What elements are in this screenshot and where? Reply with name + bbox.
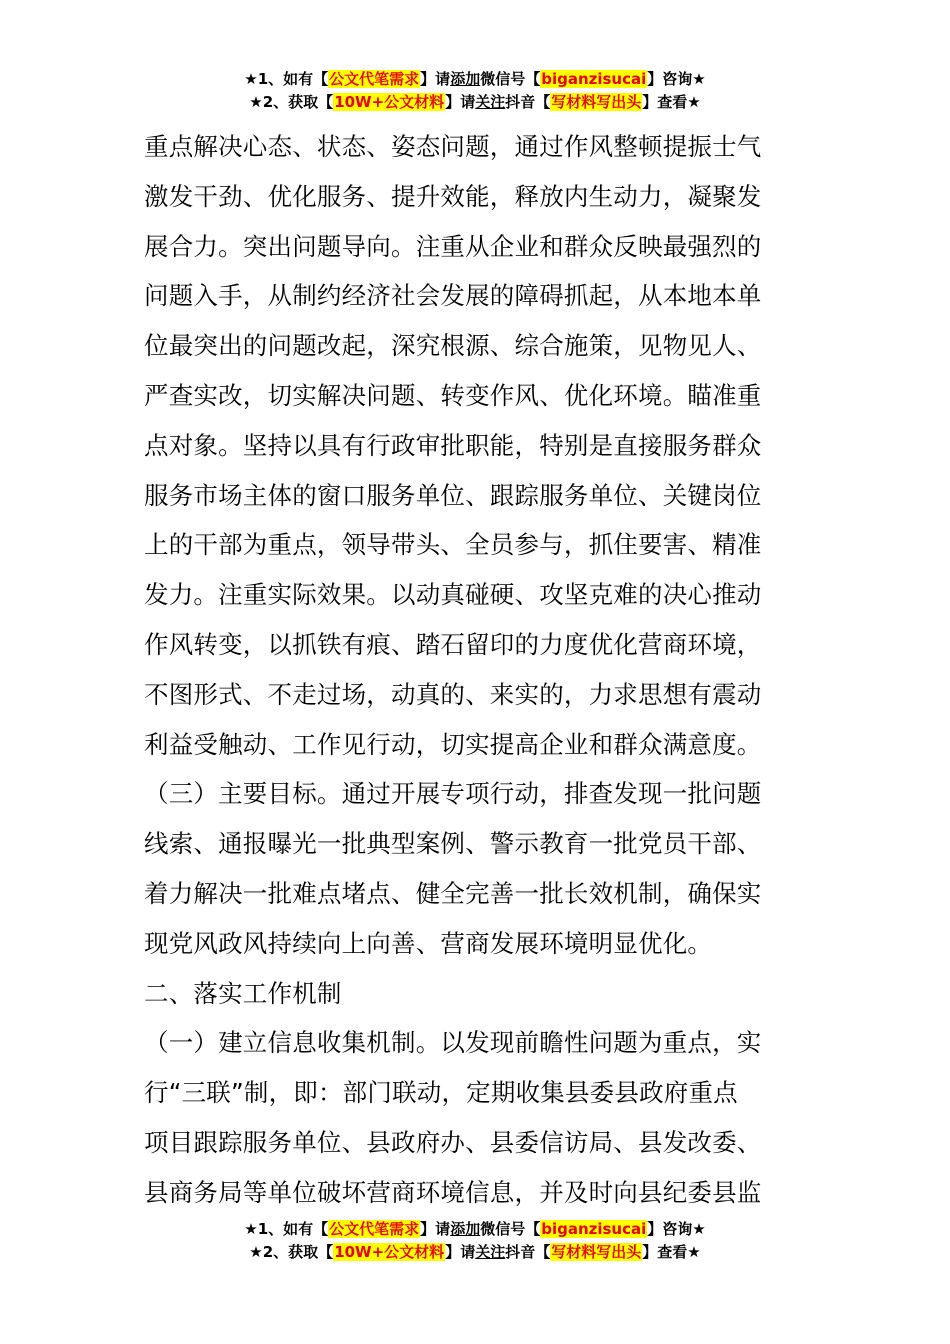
body-line: 现党风政风持续向上向善、营商发展环境明显优化。 [144,928,713,958]
body-line: 点对象。坚持以具有行政审批职能，特别是直接服务群众 [144,430,762,460]
highlight-service: 公文代笔需求 [329,70,420,88]
highlight-douyin: 写材料写出头 [551,93,642,111]
body-line: 服务市场主体的窗口服务单位、跟踪服务单位、关键岗位 [144,480,762,510]
highlight-wechat-id: biganzisucai [541,70,647,88]
body-line: 严查实改，切实解决问题、转变作风、优化环境。瞄准重 [144,380,762,410]
highlight-douyin: 写材料写出头 [551,1243,642,1261]
highlight-wechat-id: biganzisucai [541,1220,647,1238]
banner-line-1: ★1、如有【公文代笔需求】请添加微信号【biganzisucai】咨询★ [244,1220,706,1238]
body-line: 位最突出的问题改起，深究根源、综合施策，见物见人、 [144,331,762,361]
body-line: 重点解决心态、状态、姿态问题，通过作风整顿提振士气 [144,132,762,161]
highlight-materials: 10W+公文材料 [334,1243,445,1261]
header-banner [0,68,950,114]
body-line: 发力。注重实际效果。以动真碰硬、攻坚克难的决心推动 [144,580,762,610]
section-heading: 二、落实工作机制 [144,978,342,1008]
body-line: 线索、通报曝光一批典型案例、警示教育一批党员干部、 [144,829,762,859]
highlight-materials: 10W+公文材料 [334,93,445,111]
body-line: 着力解决一批难点堵点、健全完善一批长效机制，确保实 [144,878,762,908]
banner-line-1: ★1、如有【公文代笔需求】请添加微信号【biganzisucai】咨询★ [244,70,706,88]
body-line: 不图形式、不走过场，动真的、来实的，力求思想有震动 [144,679,762,709]
body-line: 行“三联”制，即：部门联动，定期收集县委县政府重点 [144,1078,738,1108]
body-line: 上的干部为重点，领导带头、全员参与，抓住要害、精准 [144,530,762,560]
document-body [144,122,814,1218]
body-line: 激发干劲、优化服务、提升效能，释放内生动力，凝聚发 [144,181,762,211]
body-line: 县商务局等单位破坏营商环境信息，并及时向县纪委县监 [144,1177,762,1207]
body-line: 作风转变，以抓铁有痕、踏石留印的力度优化营商环境， [144,629,762,659]
footer-banner [0,1218,950,1264]
body-line: （一）建立信息收集机制。以发现前瞻性问题为重点，实 [144,1028,762,1058]
banner-line-2: ★2、获取【10W+公文材料】请关注抖音【写材料写出头】查看★ [249,1243,701,1261]
highlight-service: 公文代笔需求 [329,1220,420,1238]
body-line: 问题入手，从制约经济社会发展的障碍抓起，从本地本单 [144,281,762,311]
body-line: 展合力。突出问题导向。注重从企业和群众反映最强烈的 [144,231,762,261]
body-line: 项目跟踪服务单位、县政府办、县委信访局、县发改委、 [144,1127,762,1157]
body-line: 利益受触动、工作见行动，切实提高企业和群众满意度。 [144,729,762,759]
body-line: （三）主要目标。通过开展专项行动，排查发现一批问题 [144,779,762,809]
banner-line-2: ★2、获取【10W+公文材料】请关注抖音【写材料写出头】查看★ [249,93,701,111]
